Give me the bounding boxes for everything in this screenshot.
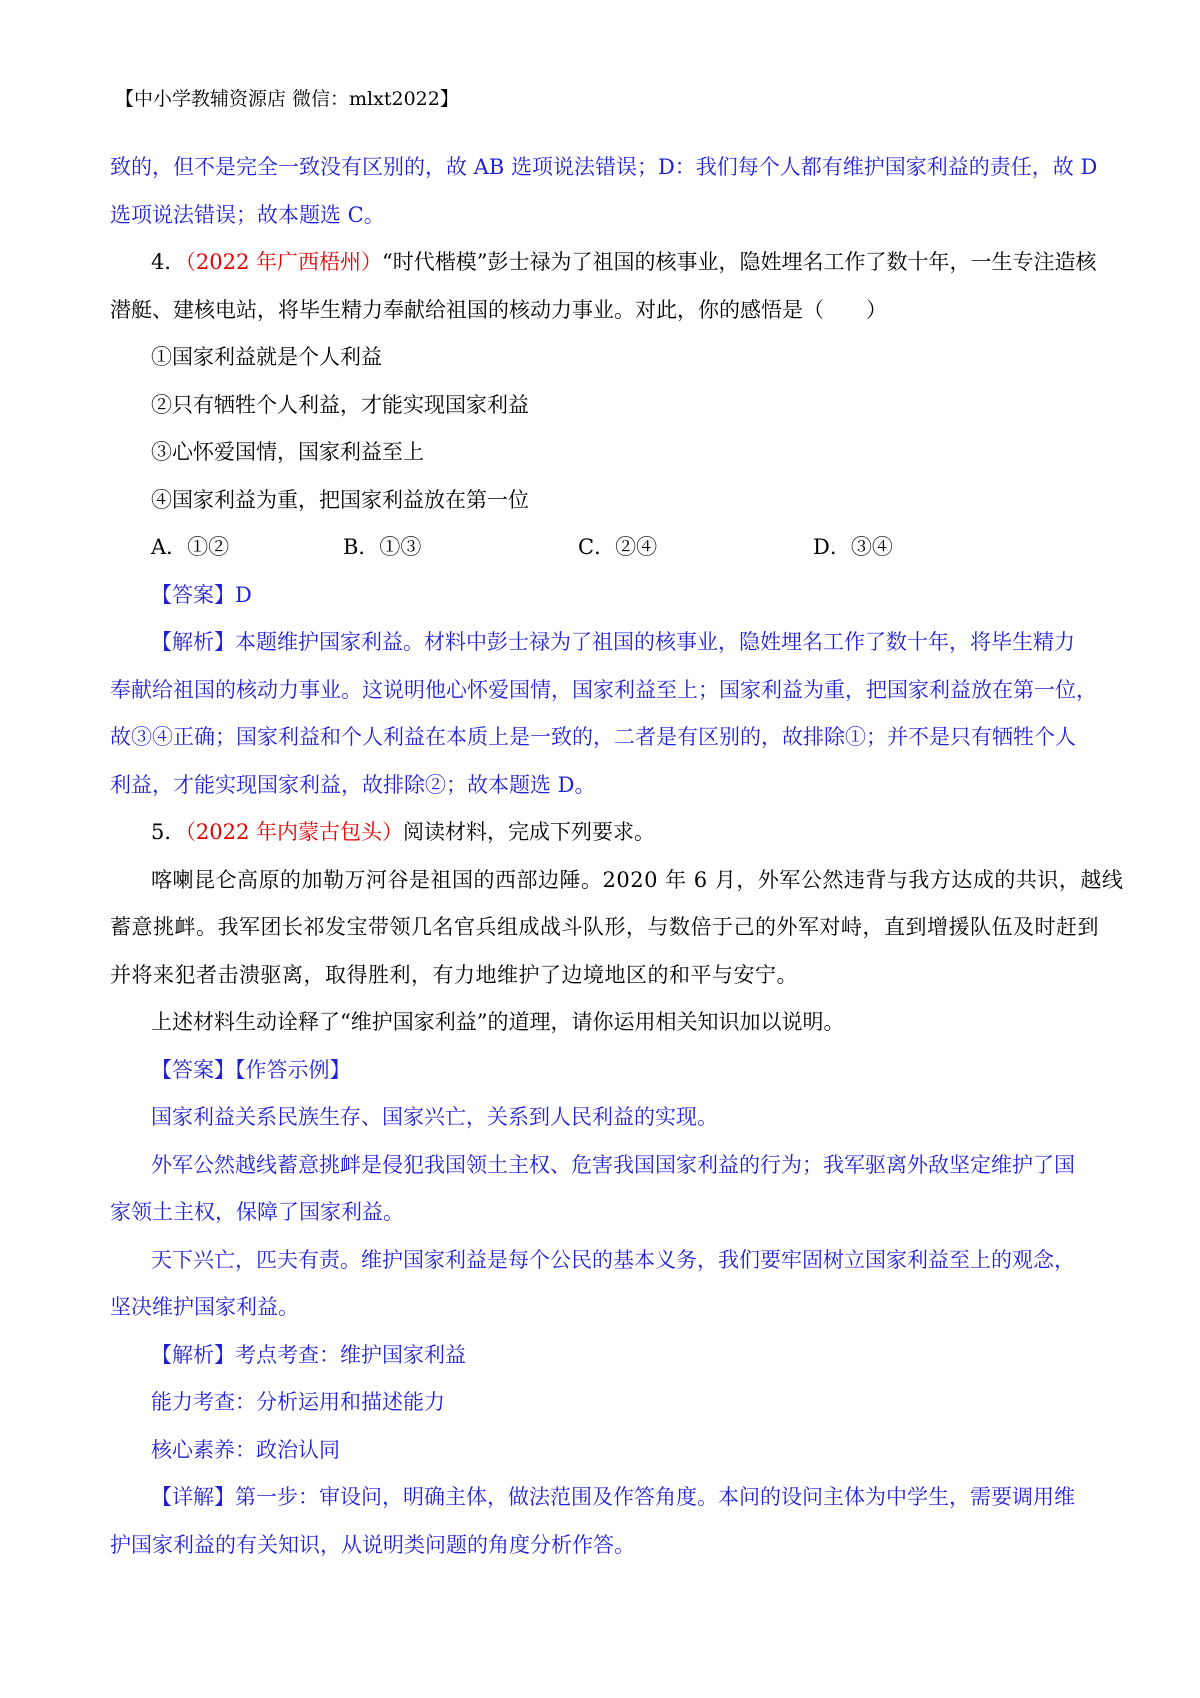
- q4-number: 4．: [151, 250, 186, 274]
- q5-answer-line-3: 家领土主权，保障了国家利益。: [110, 1200, 404, 1224]
- q3-explanation-line-2: 选项说法错误；故本题选 C。: [110, 203, 385, 227]
- q4-option-c: C．②④: [578, 535, 658, 559]
- q4-analysis-line-2: 奉献给祖国的核动力事业。这说明他心怀爱国情，国家利益至上；国家利益为重，把国家利益放在第一位，: [110, 678, 1097, 702]
- q5-answer-line-4: 天下兴亡，匹夫有责。维护国家利益是每个公民的基本义务，我们要牢固树立国家利益至上的观念，: [151, 1248, 1075, 1272]
- q5-analysis-line-3: 核心素养：政治认同: [151, 1438, 340, 1462]
- q4-analysis-line-3: 故③④正确；国家利益和个人利益在本质上是一致的，二者是有区别的，故排除①；并不是只有牺牲个人: [110, 725, 1076, 749]
- q5-source: （2022 年内蒙古包头）: [185, 820, 403, 844]
- page-header: 【中小学教辅资源店 微信：mlxt2022】: [115, 88, 459, 110]
- q4-stem-line-1: [151, 247, 1096, 277]
- q5-answer-line-2: 外军公然越线蓄意挑衅是侵犯我国领土主权、危害我国国家利益的行为；我军驱离外敌坚定维护了国: [151, 1153, 1075, 1177]
- q4-item-1: ①国家利益就是个人利益: [151, 345, 382, 369]
- q4-option-b: B．①③: [343, 535, 422, 559]
- q4-stem-line-2: 潜艇、建核电站，将毕生精力奉献给祖国的核动力事业。对此，你的感悟是（ ）: [110, 298, 887, 322]
- q5-number: 5．: [151, 820, 186, 844]
- q4-analysis-line-1: 【解析】本题维护国家利益。材料中彭士禄为了祖国的核事业，隐姓埋名工作了数十年，将毕生精力: [151, 630, 1075, 654]
- q4-source: （2022 年广西梧州）: [185, 250, 382, 274]
- q4-option-d: D．③④: [813, 535, 893, 559]
- q5-detail-line-2: 护国家利益的有关知识，从说明类问题的角度分析作答。: [110, 1533, 635, 1557]
- q5-detail-line-1: 【详解】第一步：审设问，明确主体，做法范围及作答角度。本问的设问主体为中学生，需要调用维: [151, 1485, 1075, 1509]
- q4-answer: [151, 580, 252, 610]
- q4-stem-text: “时代楷模”彭士禄为了祖国的核事业，隐姓埋名工作了数十年，一生专注造核: [382, 250, 1097, 274]
- q5-stem-text: 阅读材料，完成下列要求。: [403, 820, 655, 844]
- q3-explanation-line-1: 致的，但不是完全一致没有区别的，故 AB 选项说法错误；D：我们每个人都有维护国家利益的责任，故 D: [110, 155, 1098, 179]
- q5-answer-line-1: 国家利益关系民族生存、国家兴亡，关系到人民利益的实现。: [151, 1105, 718, 1129]
- q4-option-a: A．①②: [151, 535, 230, 559]
- q5-question: 上述材料生动诠释了“维护国家利益”的道理，请你运用相关知识加以说明。: [151, 1010, 845, 1034]
- q5-analysis-line-2: 能力考查：分析运用和描述能力: [151, 1390, 445, 1414]
- q5-material-line-1: 喀喇昆仑高原的加勒万河谷是祖国的西部边陲。2020 年 6 月，外军公然违背与我方达成的共识，越线: [151, 868, 1124, 892]
- q4-item-4: ④国家利益为重，把国家利益放在第一位: [151, 488, 529, 512]
- q5-material-line-2: 蓄意挑衅。我军团长祁发宝带领几名官兵组成战斗队形，与数倍于己的外军对峙，直到增援队伍及时赶到: [110, 915, 1099, 939]
- q5-stem: [151, 817, 655, 847]
- q4-answer-value: D: [235, 583, 252, 607]
- q5-analysis-line-1: 【解析】考点考查：维护国家利益: [151, 1343, 466, 1367]
- q4-item-3: ③心怀爱国情，国家利益至上: [151, 440, 424, 464]
- q4-answer-label: 【答案】: [151, 583, 235, 607]
- q4-item-2: ②只有牺牲个人利益，才能实现国家利益: [151, 393, 529, 417]
- q4-analysis-line-4: 利益，才能实现国家利益，故排除②；故本题选 D。: [110, 773, 596, 797]
- q5-answer-line-5: 坚决维护国家利益。: [110, 1295, 299, 1319]
- q5-material-line-3: 并将来犯者击溃驱离，取得胜利，有力地维护了边境地区的和平与安宁。: [110, 963, 798, 987]
- q5-answer-label: 【答案】【作答示例】: [151, 1058, 351, 1082]
